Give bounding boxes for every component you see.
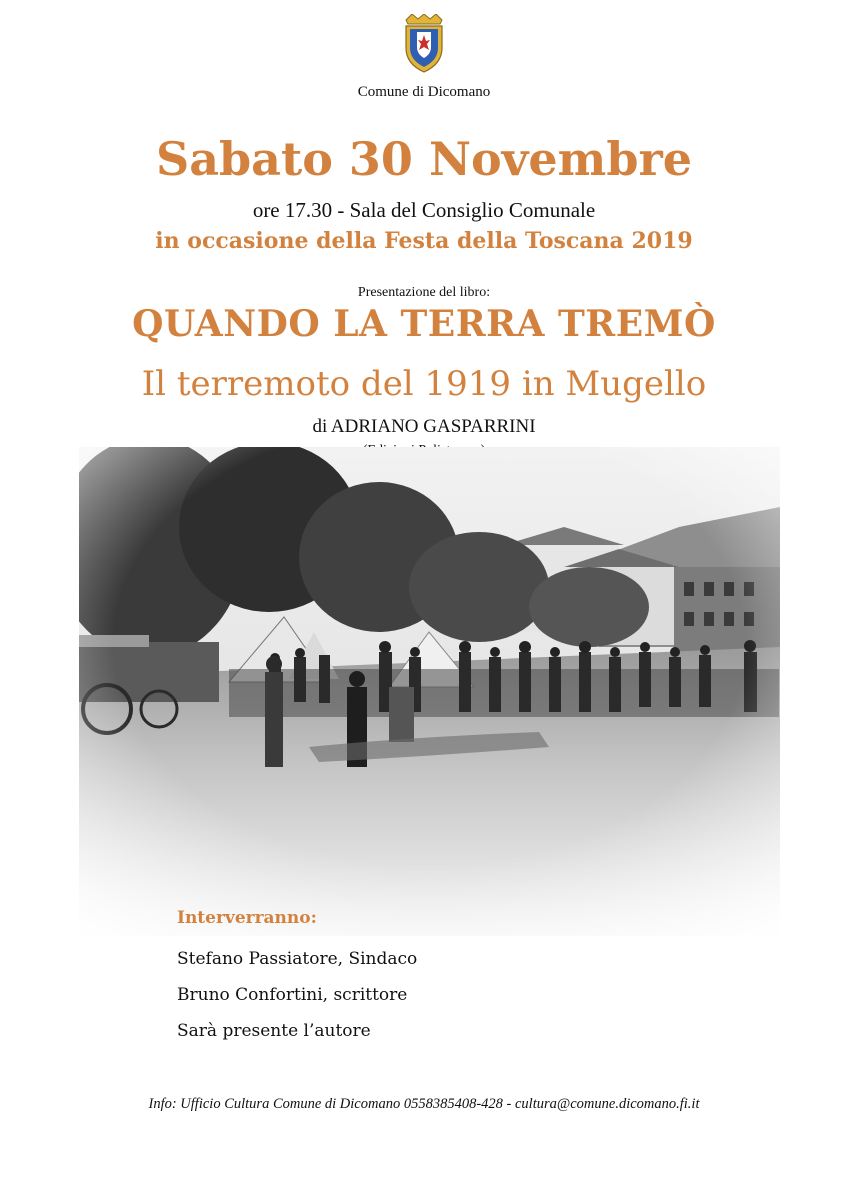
- event-time-place: ore 17.30 - Sala del Consiglio Comunale: [252, 198, 596, 222]
- book-subtitle: Il terremoto del 1919 in Mugello: [141, 364, 707, 404]
- speaker-item: Bruno Confortini, scrittore: [177, 985, 408, 1005]
- speaker-item: Sarà presente l’autore: [177, 1021, 371, 1041]
- comune-crest-icon: [400, 14, 448, 74]
- book-intro: Presentazione del libro:: [357, 285, 491, 300]
- speakers-heading: Interverranno:: [177, 908, 317, 928]
- event-occasion: in occasione della Festa della Toscana 2019: [155, 228, 693, 254]
- speaker-item: Stefano Passiatore, Sindaco: [177, 949, 418, 969]
- book-title: QUANDO LA TERRA TREMÒ: [132, 303, 716, 345]
- event-date: Sabato 30 Novembre: [155, 132, 693, 186]
- footer-info: Info: Ufficio Cultura Comune di Dicomano 0558385408-428 - cultura@comune.dicomano.fi.it: [148, 1096, 700, 1112]
- book-author: di ADRIANO GASPARRINI: [312, 416, 536, 437]
- historical-photo: [79, 447, 780, 936]
- comune-name: Comune di Dicomano: [357, 84, 491, 100]
- speakers-section: [177, 908, 777, 1056]
